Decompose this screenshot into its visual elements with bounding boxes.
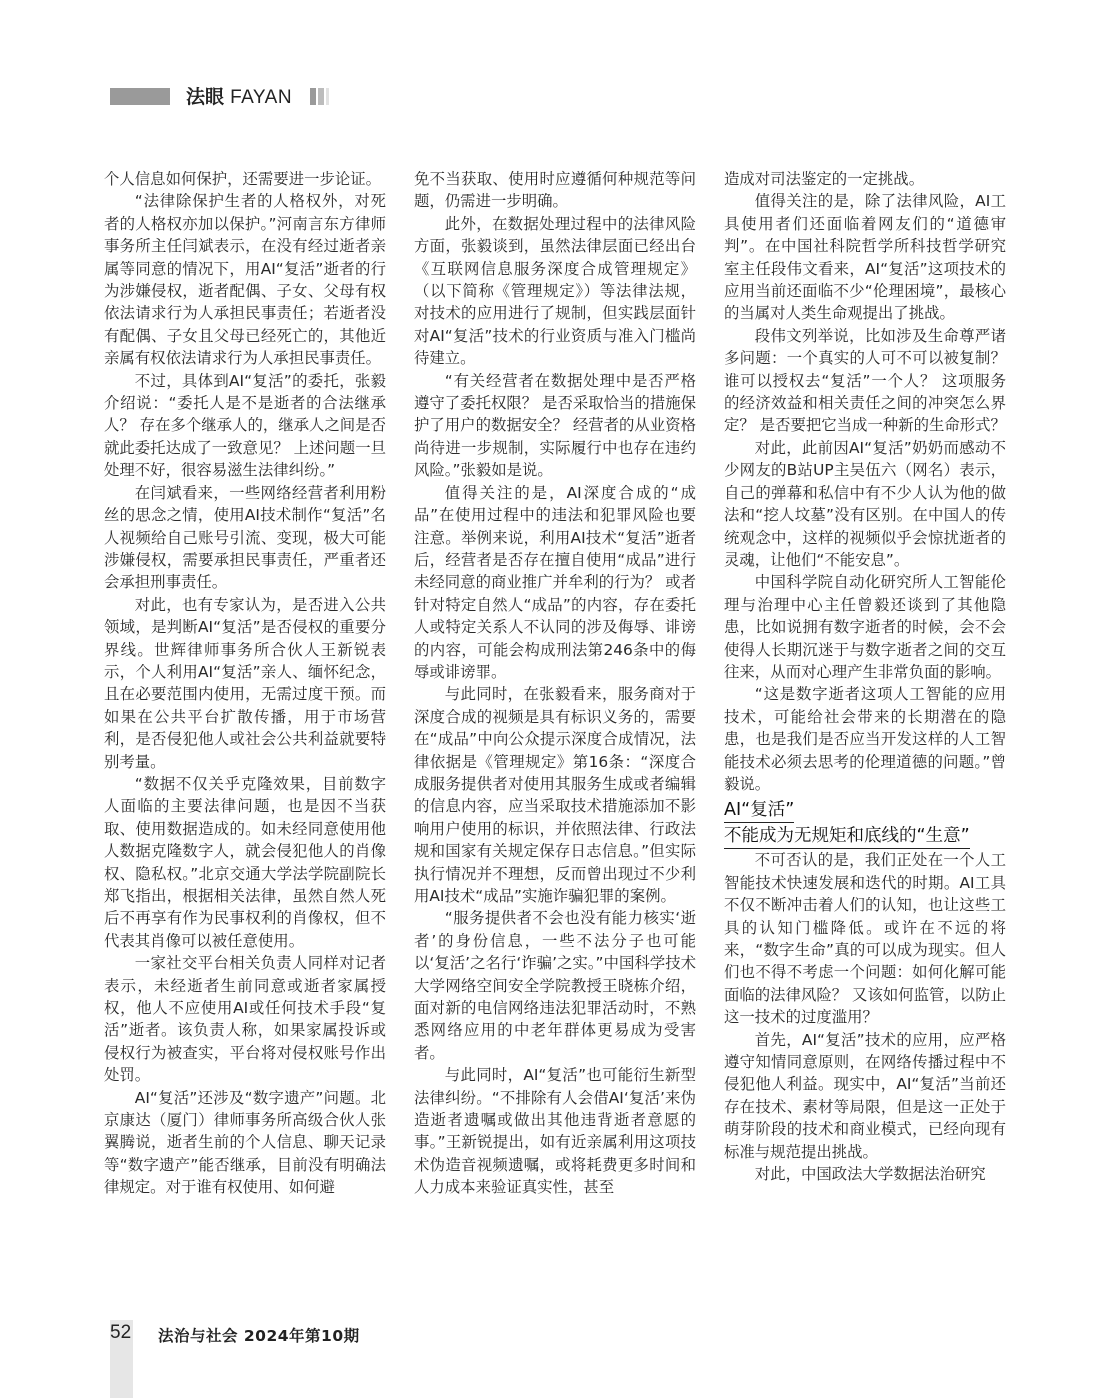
paragraph: 不过，具体到AI“复活”的委托，张毅介绍说：“委托人是不是逝者的合法继承人？ 存在多个继承人的，继承人之间是否就此委托达成了一致意见？ 上述问题一旦处理不好，很容易滋生法律纠纷。” — [104, 371, 386, 480]
paragraph: 首先，AI“复活”技术的应用，应严格遵守知情同意原则，在网络传播过程中不侵犯他人利益。现实中，AI“复活”当前还存在技术、素材等局限，但是这一正处于萌芽阶段的技术和商业模式，已经向现有标准与规范提出挑战。 — [724, 1030, 1006, 1161]
paragraph: “服务提供者不会也没有能力核实‘逝者’的身份信息，一些不法分子也可能以‘复活’之名行‘诈骗’之实。”中国科学技术大学网络空间安全学院教授王晓栋介绍，面对新的电信网络违法犯罪活动时，不熟悉网络应用的中老年群体更易成为受害者。 — [414, 909, 696, 1062]
paragraph: 与此同时，AI“复活”也可能衍生新型法律纠纷。“不排除有人会借AI‘复活’来伪造逝者遗嘱或做出其他违背逝者意愿的事。”王新锐提出，如有近亲属利用这项技术伪造音视频遗嘱，或将耗费更多时间和人力成本来验证真实性，甚至 — [414, 1066, 696, 1197]
paragraph: “数据不仅关乎克隆效果，目前数字人面临的主要法律问题，也是因不当获取、使用数据造成的。如未经同意使用他人数据克隆数字人，就会侵犯他人的肖像权、隐私权。”北京交通大学法学院副院长郑飞指出，根据相关法律，虽然自然人死后不再享有作为民事权利的肖像权，但不代表其肖像可以被任意使用。 — [104, 774, 386, 950]
paragraph: “有关经营者在数据处理中是否严格遵守了委托权限？ 是否采取恰当的措施保护了用户的数据安全？ 经营者的从业资格尚待进一步规制，实际履行中也存在违约风险。”张毅如是说。 — [414, 371, 696, 480]
section-subheading — [724, 797, 1006, 849]
paragraph: 值得关注的是，AI深度合成的“成品”在使用过程中的违法和犯罪风险也要注意。举例来说，利用AI技术“复活”逝者后，经营者是否存在擅自使用“成品”进行未经同意的商业推广并牟利的行为？ 或者针对特定自然人“成品”的内容，存在委托人或特定关系人不认同的涉及侮辱、诽谤的内容，可能会构成刑法第246条中的侮辱或诽谤罪。 — [414, 483, 696, 681]
paragraph: 造成对司法鉴定的一定挑战。 — [724, 170, 925, 188]
paragraph: 中国科学院自动化研究所人工智能伦理与治理中心主任曾毅还谈到了其他隐患，比如说拥有数字逝者的时候，会不会使得人长期沉迷于与数字逝者之间的交互往来，从而对心理产生非常负面的影响。 — [724, 573, 1006, 681]
section-title — [186, 86, 292, 109]
subheading-line-2: 不能成为无规矩和底线的“生意” — [724, 824, 970, 849]
subheading-line-1: AI“复活” — [724, 798, 794, 823]
paragraph: 在闫斌看来，一些网络经营者利用粉丝的思念之情，使用AI技术制作“复活”名人视频给自己账号引流、变现，极大可能涉嫌侵权，需要承担民事责任，严重者还会承担刑事责任。 — [104, 483, 386, 592]
section-title-cn: 法眼 — [186, 86, 225, 108]
page-number: 52 — [110, 1322, 132, 1343]
paragraph: 免不当获取、使用时应遵循何种规范等问题，仍需进一步明确。 — [414, 170, 696, 211]
paragraph: “法律除保护生者的人格权外，对死者的人格权亦加以保护。”河南言东方律师事务所主任闫斌表示，在没有经过逝者亲属等同意的情况下，用AI“复活”逝者的行为涉嫌侵权，逝者配偶、子女、父母有权依法请求行为人承担民事责任；若逝者没有配偶、子女且父母已经死亡的，其他近亲属有权依法请求行为人承担民事责任。 — [104, 192, 386, 368]
journal-issue: 法治与社会 2024年第10期 — [158, 1327, 360, 1345]
header-decor-bar — [110, 88, 170, 105]
article-column-3 — [724, 168, 1006, 1185]
paragraph: AI“复活”还涉及“数字遗产”问题。北京康达（厦门）律师事务所高级合伙人张翼腾说，逝者生前的个人信息、聊天记录等“数字遗产”能否继承，目前没有明确法律规定。对于谁有权使用、如何避 — [104, 1088, 386, 1197]
paragraph: 此外，在数据处理过程中的法律风险方面，张毅谈到，虽然法律层面已经出台《互联网信息服务深度合成管理规定》（以下简称《管理规定》）等法律法规，对技术的应用进行了规制，但实践层面针对AI“复活”技术的行业资质与准入门槛尚待建立。 — [414, 214, 696, 368]
section-title-en: FAYAN — [230, 87, 293, 108]
paragraph: “这是数字逝者这项人工智能的应用技术，可能给社会带来的长期潜在的隐患，也是我们是否应当开发这样的人工智能技术必须去思考的伦理道德的问题。”曾毅说。 — [724, 685, 1006, 793]
article-column-2 — [414, 168, 696, 1199]
paragraph: 值得关注的是，除了法律风险，AI工具使用者们还面临着网友们的“道德审判”。在中国社科院哲学所科技哲学研究室主任段伟文看来，AI“复活”这项技术的应用当前还面临不少“伦理困境”，最核心的当属对人类生命观提出了挑战。 — [724, 192, 1006, 323]
header-decor-marks — [310, 88, 331, 105]
paragraph: 对此，也有专家认为，是否进入公共领域，是判断AI“复活”是否侵权的重要分界线。世辉律师事务所合伙人王新锐表示，个人利用AI“复活”亲人、缅怀纪念，且在必要范围内使用，无需过度干预。而如果在公共平台扩散传播，用于市场营利，是否侵犯他人或社会公共利益就要特别考量。 — [104, 595, 386, 771]
paragraph: 段伟文列举说，比如涉及生命尊严诸多问题：一个真实的人可不可以被复制？ 谁可以授权去“复活”一个人？ 这项服务的经济效益和相关责任之间的冲突怎么界定？ 是否要把它当成一种新的生命形式？ — [724, 326, 1006, 435]
paragraph: 不可否认的是，我们正处在一个人工智能技术快速发展和迭代的时期。AI工具不仅不断冲击着人们的认知，也让这些工具的认知门槛降低。或许在不远的将来，“数字生命”真的可以成为现实。但人们也不得不考虑一个问题：如何化解可能面临的法律风险？ 又该如何监管，以防止这一技术的过度滥用？ — [724, 851, 1006, 1027]
article-column-1 — [104, 168, 386, 1199]
paragraph: 对此，此前因AI“复活”奶奶而感动不少网友的B站UP主吴伍六（网名）表示，自己的弹幕和私信中有不少人认为他的做法和“挖人坟墓”没有区别。在中国人的传统观念中，这样的视频似乎会惊扰逝者的灵魂，让他们“不能安息”。 — [724, 438, 1006, 569]
paragraph: 个人信息如何保护，还需要进一步论证。 — [104, 170, 382, 188]
paragraph: 一家社交平台相关负责人同样对记者表示，未经逝者生前同意或逝者家属授权，他人不应使用AI或任何技术手段“复活”逝者。该负责人称，如果家属投诉或侵权行为被查实，平台将对侵权账号作出处罚。 — [104, 954, 386, 1085]
paragraph: 与此同时，在张毅看来，服务商对于深度合成的视频是具有标识义务的，需要在“成品”中向公众提示深度合成情况，法律依据是《管理规定》第16条：“深度合成服务提供者对使用其服务生成或者编辑的信息内容，应当采取技术措施添加不影响用户使用的标识，并依照法律、行政法规和国家有关规定保存日志信息。”但实际执行情况并不理想，反而曾出现过不少利用AI技术“成品”实施诈骗犯罪的案例。 — [414, 685, 696, 905]
paragraph: 对此，中国政法大学数据法治研究 — [754, 1165, 986, 1184]
